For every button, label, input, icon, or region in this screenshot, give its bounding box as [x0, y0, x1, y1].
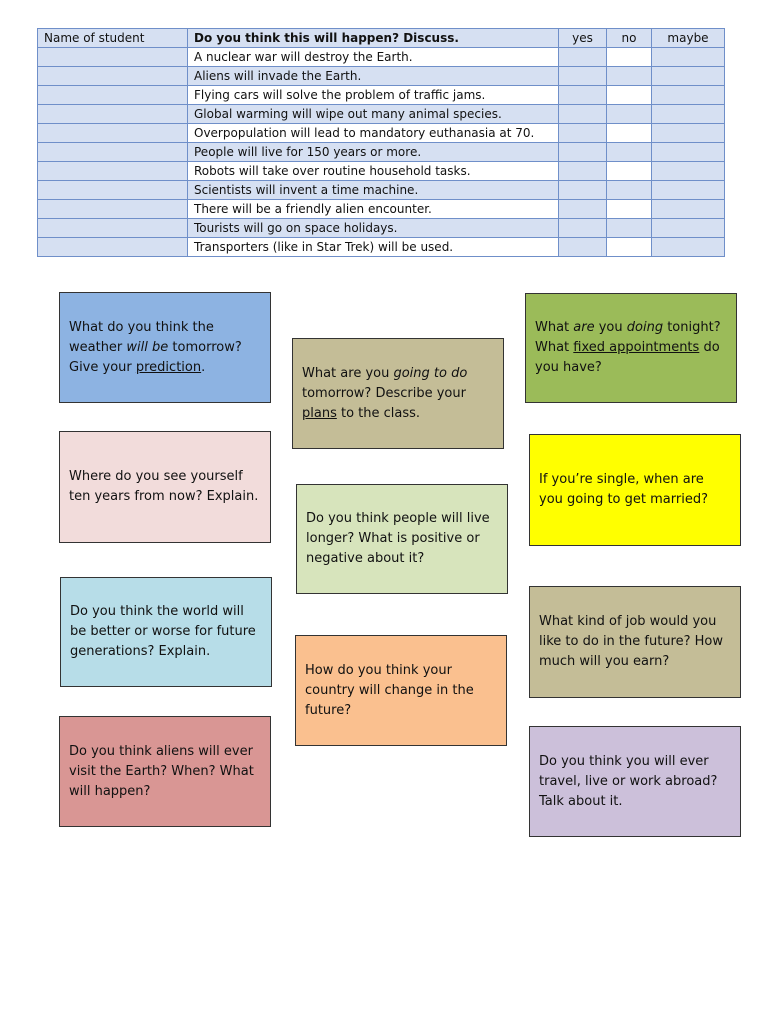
no-cell[interactable] — [607, 162, 652, 181]
maybe-cell[interactable] — [652, 86, 725, 105]
card-text: What do you think the weather will be tomorrow? Give your prediction. — [69, 319, 242, 375]
statement-cell: Flying cars will solve the problem of traffic jams. — [188, 86, 559, 105]
student-name-cell[interactable] — [38, 162, 188, 181]
no-cell[interactable] — [607, 67, 652, 86]
card-live-longer — [296, 484, 508, 594]
table-row — [38, 67, 725, 86]
student-name-cell[interactable] — [38, 86, 188, 105]
yes-cell[interactable] — [559, 219, 607, 238]
yes-cell[interactable] — [559, 238, 607, 257]
no-cell[interactable] — [607, 181, 652, 200]
header-yes: yes — [559, 29, 607, 48]
maybe-cell[interactable] — [652, 105, 725, 124]
card-text: What kind of job would you like to do in the future? How much will you earn? — [539, 614, 723, 669]
table-row — [38, 238, 725, 257]
statement-cell: Tourists will go on space holidays. — [188, 219, 559, 238]
maybe-cell[interactable] — [652, 48, 725, 67]
yes-cell[interactable] — [559, 181, 607, 200]
header-maybe: maybe — [652, 29, 725, 48]
student-name-cell[interactable] — [38, 67, 188, 86]
maybe-cell[interactable] — [652, 143, 725, 162]
yes-cell[interactable] — [559, 200, 607, 219]
yes-cell[interactable] — [559, 162, 607, 181]
student-name-cell[interactable] — [38, 124, 188, 143]
statement-cell: There will be a friendly alien encounter. — [188, 200, 559, 219]
card-text: Do you think the world will be better or worse for future generations? Explain. — [70, 604, 256, 659]
card-country-change — [295, 635, 507, 746]
statement-cell: Aliens will invade the Earth. — [188, 67, 559, 86]
card-text: If you’re single, when are you going to get married? — [539, 472, 708, 507]
card-weather-prediction — [59, 292, 271, 403]
card-ten-years — [59, 431, 271, 543]
table-header-row — [38, 29, 725, 48]
table-row — [38, 200, 725, 219]
maybe-cell[interactable] — [652, 181, 725, 200]
no-cell[interactable] — [607, 143, 652, 162]
maybe-cell[interactable] — [652, 200, 725, 219]
student-name-cell[interactable] — [38, 200, 188, 219]
yes-cell[interactable] — [559, 86, 607, 105]
table-row — [38, 48, 725, 67]
maybe-cell[interactable] — [652, 162, 725, 181]
yes-cell[interactable] — [559, 124, 607, 143]
no-cell[interactable] — [607, 48, 652, 67]
student-name-cell[interactable] — [38, 219, 188, 238]
card-future-job — [529, 586, 741, 698]
maybe-cell[interactable] — [652, 238, 725, 257]
maybe-cell[interactable] — [652, 67, 725, 86]
table-row — [38, 124, 725, 143]
survey-table — [37, 28, 725, 257]
statement-cell: Transporters (like in Star Trek) will be used. — [188, 238, 559, 257]
card-abroad — [529, 726, 741, 837]
statement-cell: People will live for 150 years or more. — [188, 143, 559, 162]
no-cell[interactable] — [607, 200, 652, 219]
no-cell[interactable] — [607, 105, 652, 124]
statement-cell: Scientists will invent a time machine. — [188, 181, 559, 200]
maybe-cell[interactable] — [652, 124, 725, 143]
card-text: Do you think you will ever travel, live or work abroad? Talk about it. — [539, 753, 718, 809]
header-no: no — [607, 29, 652, 48]
card-text: Do you think people will live longer? What is positive or negative about it? — [306, 511, 490, 566]
card-get-married — [529, 434, 741, 546]
table-row — [38, 219, 725, 238]
statement-cell: Overpopulation will lead to mandatory euthanasia at 70. — [188, 124, 559, 143]
statement-cell: Global warming will wipe out many animal species. — [188, 105, 559, 124]
table-row — [38, 86, 725, 105]
card-text: How do you think your country will change in the future? — [305, 662, 474, 718]
header-name-of-student: Name of student — [38, 29, 188, 48]
no-cell[interactable] — [607, 219, 652, 238]
statement-cell: A nuclear war will destroy the Earth. — [188, 48, 559, 67]
student-name-cell[interactable] — [38, 48, 188, 67]
no-cell[interactable] — [607, 124, 652, 143]
student-name-cell[interactable] — [38, 105, 188, 124]
card-text: Where do you see yourself ten years from now? Explain. — [69, 469, 259, 504]
yes-cell[interactable] — [559, 105, 607, 124]
student-name-cell[interactable] — [38, 143, 188, 162]
card-aliens-visit — [59, 716, 271, 827]
no-cell[interactable] — [607, 238, 652, 257]
card-future-generations — [60, 577, 272, 687]
student-name-cell[interactable] — [38, 238, 188, 257]
card-text: What are you doing tonight? What fixed appointments do you have? — [535, 320, 721, 375]
table-row — [38, 162, 725, 181]
table-row — [38, 105, 725, 124]
card-tonight — [525, 293, 737, 403]
card-text: Do you think aliens will ever visit the Earth? When? What will happen? — [69, 743, 254, 799]
yes-cell[interactable] — [559, 48, 607, 67]
table-row — [38, 181, 725, 200]
student-name-cell[interactable] — [38, 181, 188, 200]
yes-cell[interactable] — [559, 67, 607, 86]
maybe-cell[interactable] — [652, 219, 725, 238]
card-plans — [292, 338, 504, 449]
yes-cell[interactable] — [559, 143, 607, 162]
card-text: What are you going to do tomorrow? Describe your plans to the class. — [302, 365, 468, 421]
no-cell[interactable] — [607, 86, 652, 105]
table-row — [38, 143, 725, 162]
statement-cell: Robots will take over routine household tasks. — [188, 162, 559, 181]
header-question: Do you think this will happen? Discuss. — [188, 29, 559, 48]
